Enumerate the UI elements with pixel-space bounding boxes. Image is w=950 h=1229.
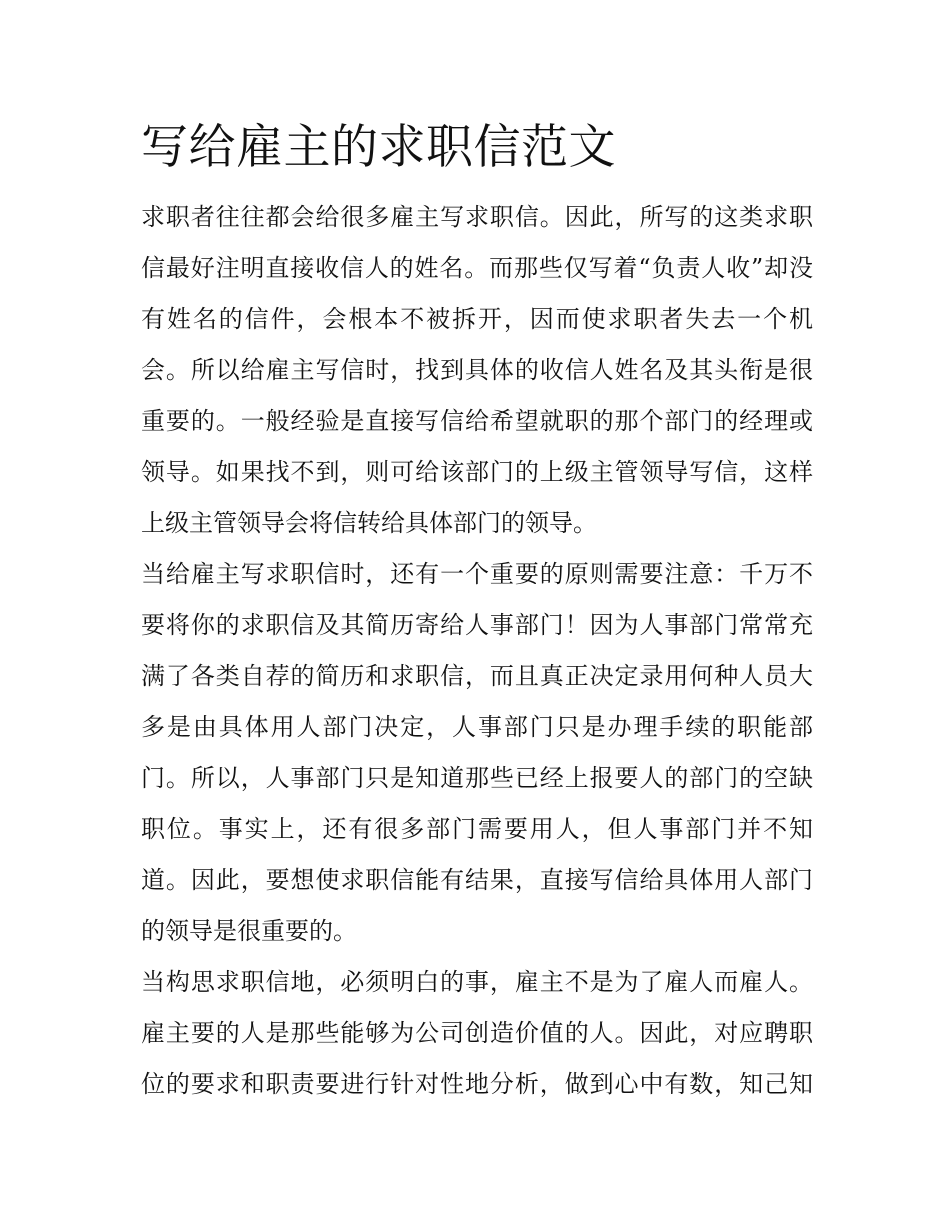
document-page	[141, 113, 813, 1110]
paragraph-line: 位的要求和职责要进行针对性地分析，做到心中有数，知己知	[141, 1070, 813, 1098]
paragraph-line: 当构思求职信地，必须明白的事，雇主不是为了雇人而雇人。	[141, 968, 813, 996]
paragraph-2	[141, 549, 813, 957]
paragraph-line: 道。因此，要想使求职信能有结果，直接写信给具体用人部门	[141, 866, 813, 894]
paragraph-3	[141, 957, 813, 1110]
paragraph-line: 要将你的求职信及其简历寄给人事部门！因为人事部门常常充	[141, 611, 813, 639]
paragraph-line: 雇主要的人是那些能够为公司创造价值的人。因此，对应聘职	[141, 1019, 813, 1047]
paragraph-line: 会。所以给雇主写信时，找到具体的收信人姓名及其头衔是很	[141, 356, 813, 384]
paragraph-line: 门。所以，人事部门只是知道那些已经上报要人的部门的空缺	[141, 764, 813, 792]
paragraph-line: 多是由具体用人部门决定，人事部门只是办理手续的职能部	[141, 713, 813, 741]
paragraph-line: 职位。事实上，还有很多部门需要用人，但人事部门并不知	[141, 815, 813, 843]
paragraph-line: 领导。如果找不到，则可给该部门的上级主管领导写信，这样	[141, 458, 813, 486]
paragraph-line: 有姓名的信件，会根本不被拆开，因而使求职者失去一个机	[141, 305, 813, 333]
paragraph-line: 当给雇主写求职信时，还有一个重要的原则需要注意：千万不	[141, 560, 813, 588]
paragraph-line: 求职者往往都会给很多雇主写求职信。因此，所写的这类求职	[141, 203, 813, 231]
paragraph-line: 上级主管领导会将信转给具体部门的领导。	[141, 509, 597, 537]
paragraph-line: 的领导是很重要的。	[141, 917, 357, 945]
paragraph-line: 重要的。一般经验是直接写信给希望就职的那个部门的经理或	[141, 407, 813, 435]
paragraph-line: 信最好注明直接收信人的姓名。而那些仅写着“负责人收”却没	[141, 254, 813, 282]
paragraph-1	[141, 192, 813, 549]
paragraph-line: 满了各类自荐的简历和求职信，而且真正决定录用何种人员大	[141, 662, 813, 690]
document-title: 写给雇主的求职信范文	[141, 120, 616, 175]
